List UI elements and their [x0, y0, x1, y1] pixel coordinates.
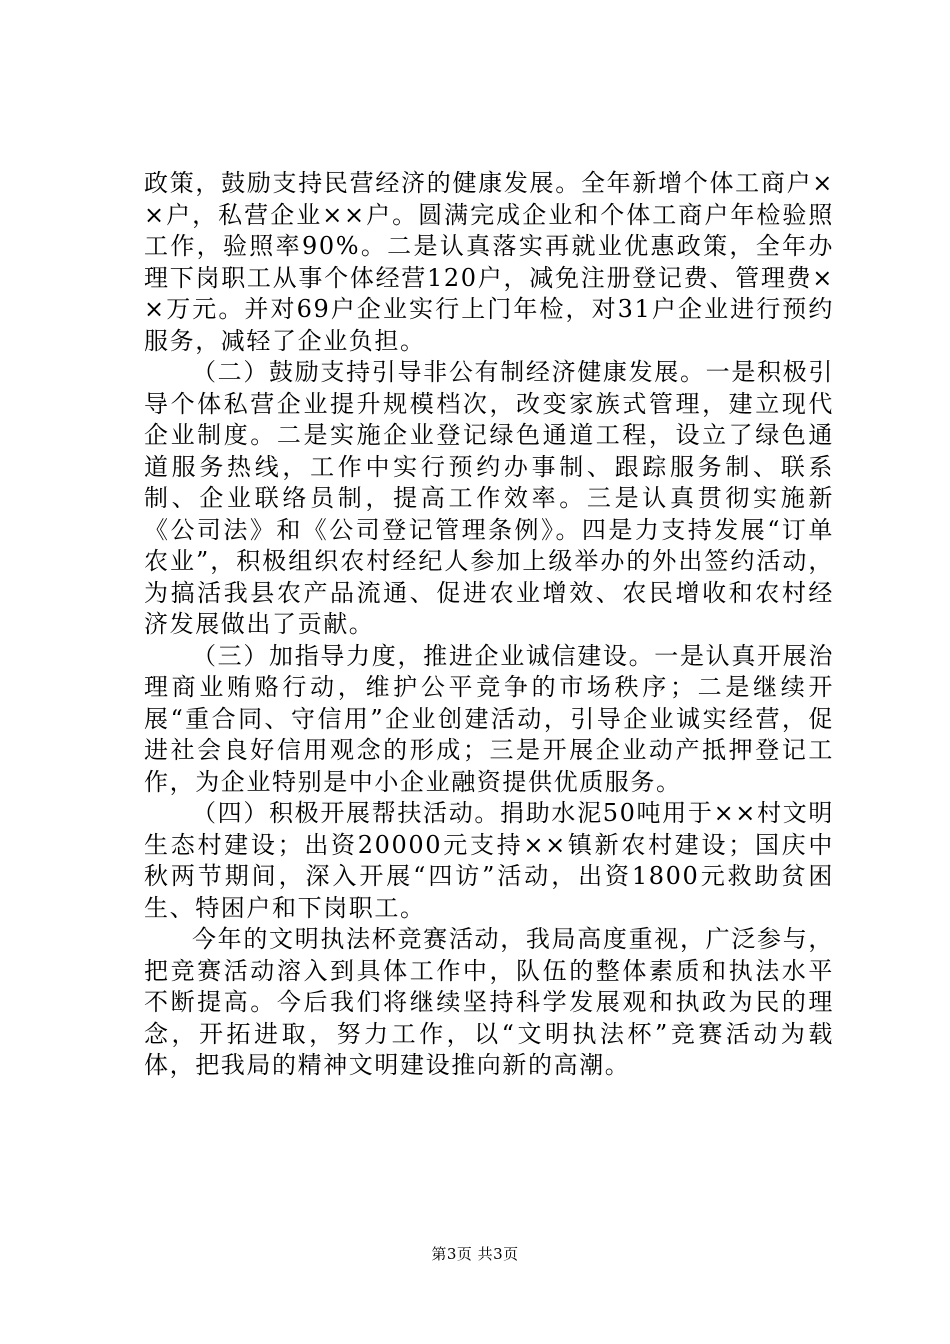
page-number-footer: 第3页 共3页 — [431, 1245, 519, 1263]
paragraph-section-3: （三）加指导力度，推进企业诚信建设。一是认真开展治理商业贿赂行动，维护公平竞争的市场秩序；二是继续开展“重合同、守信用”企业创建活动，引导企业诚实经营，促进社会良好信用观念的形成；三是开展企业动产抵押登记工作，为企业特别是中小企业融资提供优质服务。 — [144, 641, 834, 796]
paragraph-conclusion: 今年的文明执法杯竞赛活动，我局高度重视，广泛参与，把竞赛活动溶入到具体工作中，队伍的整体素质和执法水平不断提高。今后我们将继续坚持科学发展观和执政为民的理念，开拓进取，努力工作，以“文明执法杯”竞赛活动为载体，把我局的精神文明建设推向新的高潮。 — [144, 925, 834, 1079]
paragraph-continuation: 政策，鼓励支持民营经济的健康发展。全年新增个体工商户××户，私营企业××户。圆满完成企业和个体工商户年检验照工作，验照率90%。二是认真落实再就业优惠政策，全年办理下岗职工从事个体经营120户，减免注册登记费、管理费××万元。并对69户企业实行上门年检，对31户企业进行预约服务，减轻了企业负担。 — [144, 169, 834, 355]
document-body — [144, 168, 834, 1082]
paragraph-section-2: （二）鼓励支持引导非公有制经济健康发展。一是积极引导个体私营企业提升规模档次，改变家族式管理，建立现代企业制度。二是实施企业登记绿色通道工程，设立了绿色通道服务热线，工作中实行预约办事制、跟踪服务制、联系制、企业联络员制，提高工作效率。三是认真贯彻实施新《公司法》和《公司登记管理条例》。四是力支持发展“订单农业”，积极组织农村经纪人参加上级举办的外出签约活动，为搞活我县农产品流通、促进农业增效、农民增收和农村经济发展做出了贡献。 — [144, 358, 834, 638]
paragraph-section-4: （四）积极开展帮扶活动。捐助水泥50吨用于××村文明生态村建设；出资20000元支持××镇新农村建设；国庆中秋两节期间，深入开展“四访”活动，出资1800元救助贫困生、特困户和下岗职工。 — [144, 799, 834, 922]
